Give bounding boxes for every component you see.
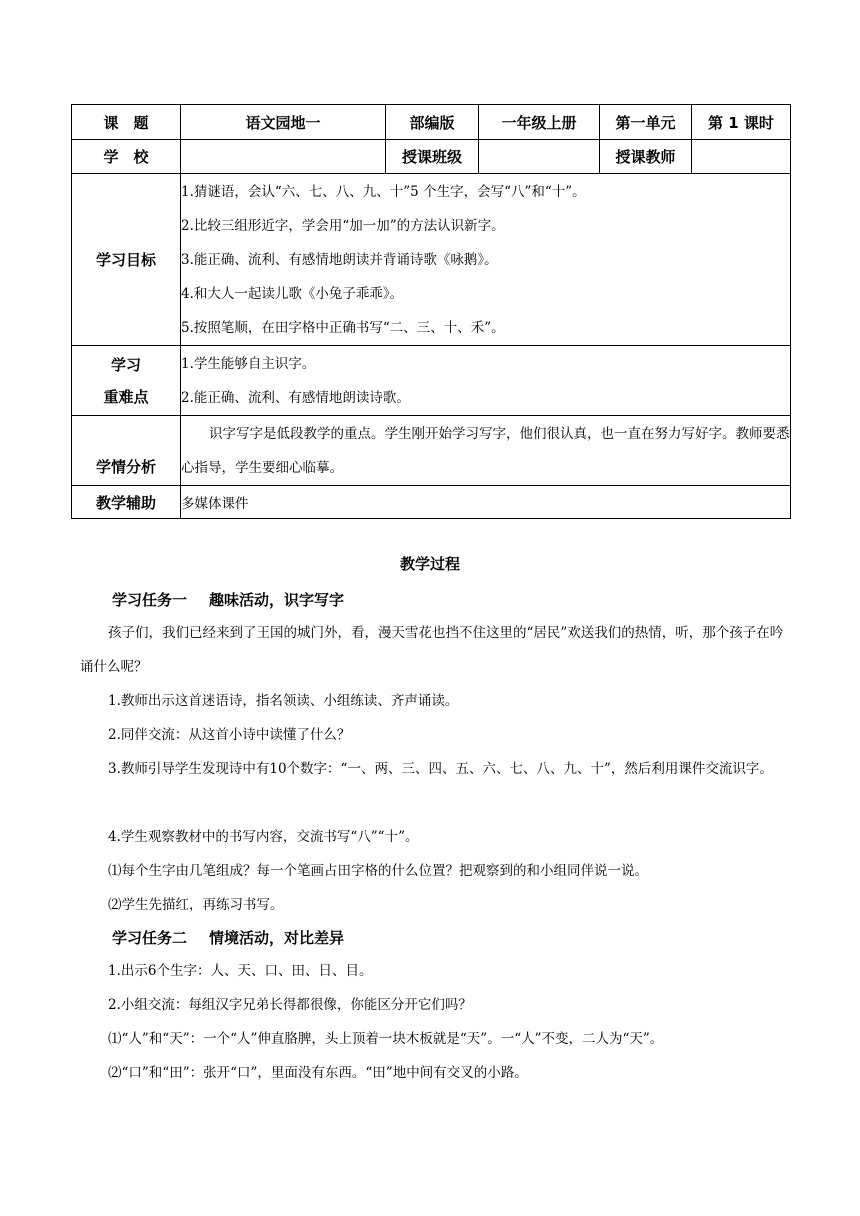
lesson-info-table [71,104,791,519]
keypoint-item: 1.学生能够自主识字。 [181,355,316,372]
task2-label: 学习任务二 [112,929,188,947]
analysis-paragraph: 识字写字是低段教学的重点。学生刚开始学习写字，他们很认真，也一直在努力写好字。教师要悉心指导，学生要细心临摹。 [181,425,790,476]
class-label: 授课班级 [386,140,479,174]
aids-value: 多媒体课件 [181,486,791,519]
goal-item: 2.比较三组形近字，学会用“加一加”的方法认识新字。 [181,217,505,234]
task2-step: 2.小组交流：每组汉字兄弟长得都很像，你能区分开它们吗？ [108,997,472,1013]
task1-intro: 孩子们，我们已经来到了王国的城门外，看，漫天雪花也挡不住这里的“居民”欢送我们的热情，听，那个孩子在吟诵什么呢？ [80,625,784,675]
table-row [72,486,791,519]
goals-list [181,174,791,346]
teacher-label: 授课教师 [600,140,692,174]
task2-name: 情境活动，对比差异 [209,929,345,947]
process-title: 教学过程 [399,555,460,573]
teacher-value [692,140,791,174]
table-row [72,174,791,346]
task1-step: ⑴每个生字由几笔组成？每一个笔画占田字格的什么位置？把观察到的和小组同伴说一说。 [108,863,648,879]
analysis-label: 学情分析 [72,416,181,486]
table-row [72,346,791,416]
task1-name: 趣味活动，识字写字 [209,591,345,609]
keypoints-label [72,346,181,416]
task2-heading [112,927,344,948]
task1-step: 3.教师引导学生发现诗中有10个数字：“一、两、三、四、五、六、七、八、九、十”，然后利用课件交流识字。 [108,761,773,777]
class-value [479,140,600,174]
table-row [72,140,791,174]
goal-item: 4.和大人一起读儿歌《小兔子乖乖》。 [181,285,404,302]
edition: 部编版 [386,105,479,140]
task2-step: ⑴“人”和“天”：一个“人”伸直胳脾，头上顶着一块木板就是“天”。一“人”不变，二人为“天”。 [108,1031,664,1047]
goals-label: 学习目标 [72,174,181,346]
table-row [72,416,791,486]
keypoints-label-line1: 学习 [110,355,141,374]
keypoints-list [181,346,791,416]
task2-step: 1.出示6个生字：人、天、口、田、日、目。 [108,963,373,979]
grade: 一年级上册 [479,105,600,140]
lesson-title: 语文园地一 [181,105,386,140]
task1-step: 4.学生观察教材中的书写内容，交流书写“八”“十”。 [108,829,419,845]
school-value [181,140,386,174]
table-row [72,105,791,140]
aids-label: 教学辅助 [72,486,181,519]
school-label: 学 校 [72,140,181,174]
task1-heading [112,589,344,610]
goal-item: 5.按照笔顺，在田字格中正确书写“二、三、十、禾”。 [181,319,505,336]
task1-label: 学习任务一 [112,591,188,609]
keypoints-label-line2: 重难点 [103,387,149,406]
goal-item: 1.猜谜语，会认“六、七、八、九、十”5 个生字，会写“八”和“十”。 [181,183,586,200]
task1-step: 2.同伴交流：从这首小诗中读懂了什么？ [108,727,351,743]
keypoint-item: 2.能正确、流利、有感情地朗读诗歌。 [181,389,410,406]
unit: 第一单元 [600,105,692,140]
task1-step: ⑵学生先描红，再练习书写。 [108,897,284,913]
task2-step: ⑵“口”和“田”：张开“口”，里面没有东西。“田”地中间有交叉的小路。 [108,1065,528,1081]
analysis-text [181,416,791,486]
topic-label: 课 题 [72,105,181,140]
period: 第 1 课时 [692,105,791,140]
task1-step: 1.教师出示这首迷语诗，指名领读、小组练读、齐声诵读。 [108,693,459,709]
goal-item: 3.能正确、流利、有感情地朗读并背诵诗歌《咏鹅》。 [181,251,498,268]
